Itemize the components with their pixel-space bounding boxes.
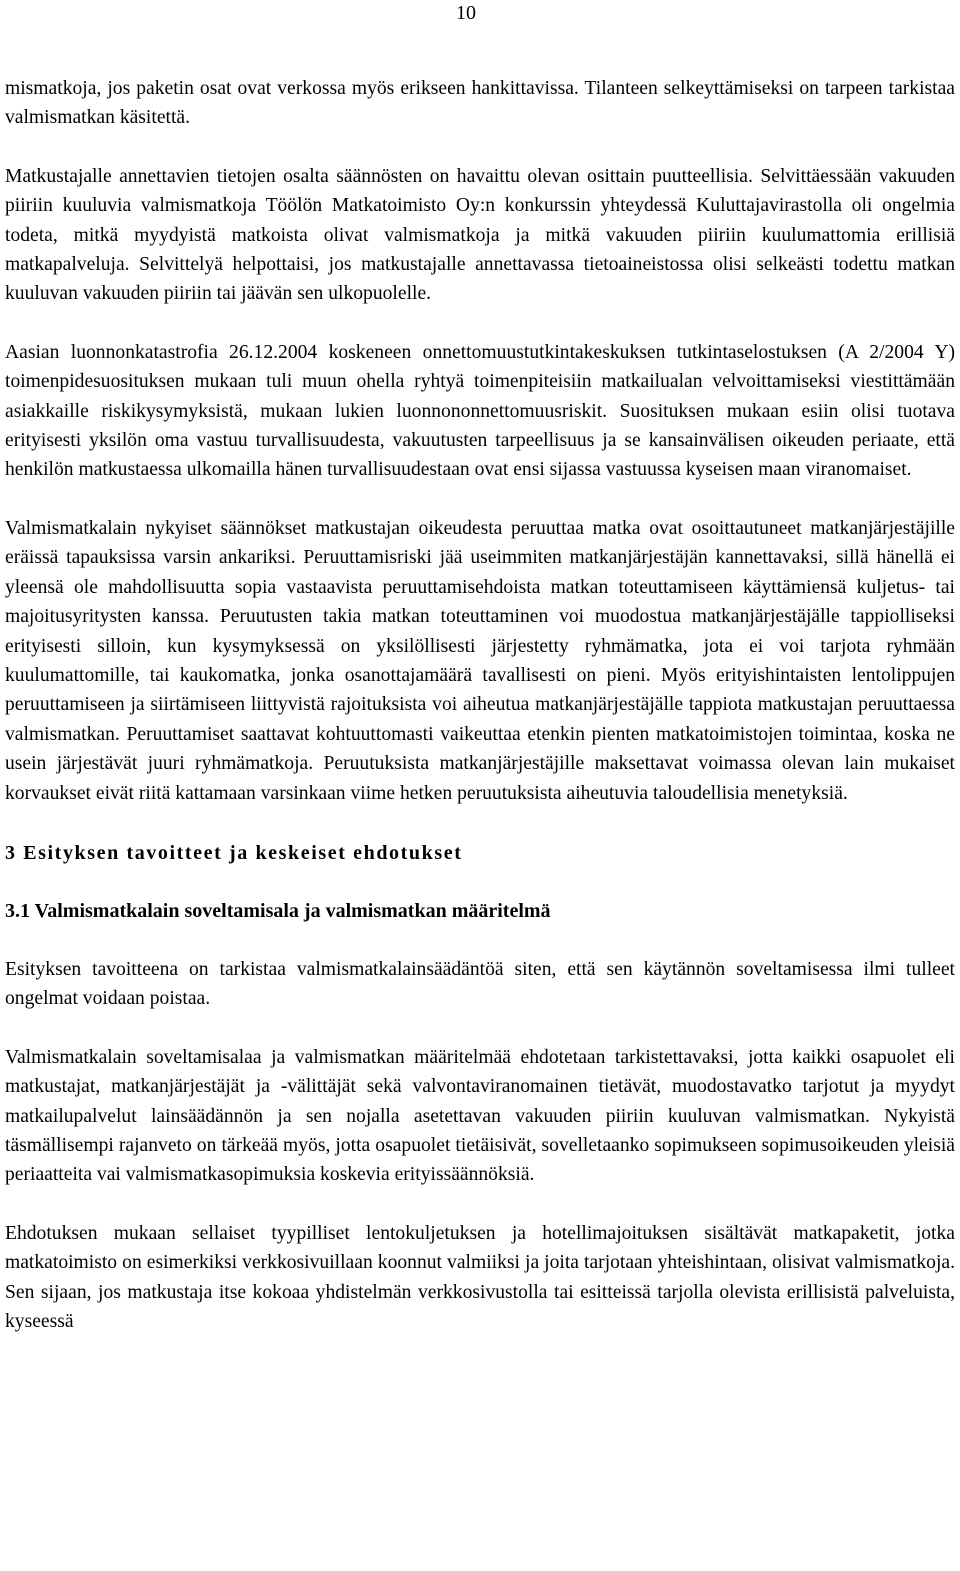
section-heading: 3 Esityksen tavoitteet ja keskeiset ehdotukset <box>5 841 463 864</box>
subsection-heading: 3.1 Valmismatkalain soveltamisala ja valmismatkan määritelmä <box>5 899 551 922</box>
paragraph-5: Esityksen tavoitteena on tarkistaa valmismatkalainsäädäntöä siten, että sen käytännön soveltamisessa ilmi tulleet ongelmat voidaan poistaa. <box>5 958 955 1010</box>
paragraph-2: Matkustajalle annettavien tietojen osalta säännösten on havaittu olevan osittain puutteellisia. Selvittäessään vakuuden piiriin kuuluvia valmismatkoja Töölön Matkatoimisto Oy:n konkurssin yhteydessä Kuluttajavirastolla oli ongelmia todeta, mitkä myydyistä matkoista olivat valmismatkoja ja mitkä vakuuden piiriin kuulumattomia erillisiä matkapalveluja. Selvittelyä helpottaisi, jos matkustajalle annettavassa tietoaineistossa olisi selkeästi todettu matkan kuuluvan vakuuden piiriin tai jäävän sen ulkopuolelle. <box>5 165 955 305</box>
paragraph-6: Valmismatkalain soveltamisalaa ja valmismatkan määritelmää ehdotetaan tarkistettavaksi, jotta kaikki osapuolet eli matkustajat, matkanjärjestäjät ja -välittäjät sekä valvontaviranomainen tietävät, muodostavatko tarjotut ja myydyt matkailupalvelut lainsäädännön ja sen nojalla asetettavan vakuuden piiriin kuuluvan valmismatkan. Nykyistä täsmällisempi rajanveto on tärkeää myös, jotta osapuolet tietäisivät, sovelletaanko sopimukseen sopimusoikeuden yleisiä periaatteita vai valmismatkasopimuksia koskevia erityissäännöksiä. <box>5 1046 955 1186</box>
paragraph-1: mismatkoja, jos paketin osat ovat verkossa myös erikseen hankittavissa. Tilanteen selkeyttämiseksi on tarpeen tarkistaa valmismatkan käsitettä. <box>5 78 955 129</box>
paragraph-3: Aasian luonnonkatastrofia 26.12.2004 koskeneen onnettomuustutkintakeskuksen tutkintaselostuksen (A 2/2004 Y) toimenpidesuosituksen mukaan tuli muun ohella ryhtyä toimenpiteisiin matkailualan velvoittamiseksi viestittämään asiakkaille riskikysymyksistä, mukaan lukien luonnononnettomuusriskit. Suosituksen mukaan esiin olisi tuotava erityisesti yksilön oma vastuu turvallisuudesta, vakuutusten tarpeellisuus ja se kansainvälisen oikeuden periaate, että henkilön matkustaessa ulkomailla hänen turvallisuudestaan ovat ensi sijassa vastuussa kyseisen maan viranomaiset. <box>5 341 955 481</box>
document-body <box>5 74 955 1336</box>
paragraph-4: Valmismatkalain nykyiset säännökset matkustajan oikeudesta peruuttaa matka ovat osoittautuneet matkanjärjestäjille eräissä tapauksissa varsin ankariksi. Peruuttamisriski jää useimmiten matkanjärjestäjän kannettavaksi, sillä hänellä ei yleensä ole mahdollisuutta sopia vastaavista peruuttamisehdoista matkan toteuttamiseen käyttämiensä kuljetus- tai majoitusyritysten kanssa. Peruutusten takia matkan toteuttaminen voi muodostua matkanjärjestäjälle tappiolliseksi erityisesti silloin, kun kysymyksessä on yksilöllisesti järjestetty ryhmämatka, jota ei voi tarjota ryhmään kuulumattomille, tai kaukomatka, jonka osanottajamäärä tavallisesti on pieni. Myös erityishintaisten lentolippujen peruuttamiseen ja siirtämiseen liittyvistä rajoituksista voi aiheutua matkanjärjestäjälle tappiota matkustajan peruuttaessa valmismatkan. Peruuttamiset saattavat kohtuuttomasti vaikeuttaa etenkin pienten matkatoimistojen toimintaa, koska ne usein järjestävät juuri ryhmämatkoja. Peruutuksista matkanjärjestäjille maksettavat voimassa olevan lain mukaiset korvaukset eivät riitä kattamaan varsinkaan viime hetken peruutuksista aiheutuvia taloudellisia menetyksiä. <box>5 517 955 804</box>
paragraph-7: Ehdotuksen mukaan sellaiset tyypilliset lentokuljetuksen ja hotellimajoituksen sisältävät matkapaketit, jotka matkatoimisto on esimerkiksi verkkosivuillaan koonnut valmiiksi ja joita tarjotaan yhteishintaan, olisivat valmismatkoja. Sen sijaan, jos matkustaja itse kokoaa yhdistelmän verkkosivustolla tai esitteissä tarjolla olevista erillisistä palveluista, kyseessä <box>5 1222 955 1332</box>
page-number: 10 <box>456 2 476 24</box>
